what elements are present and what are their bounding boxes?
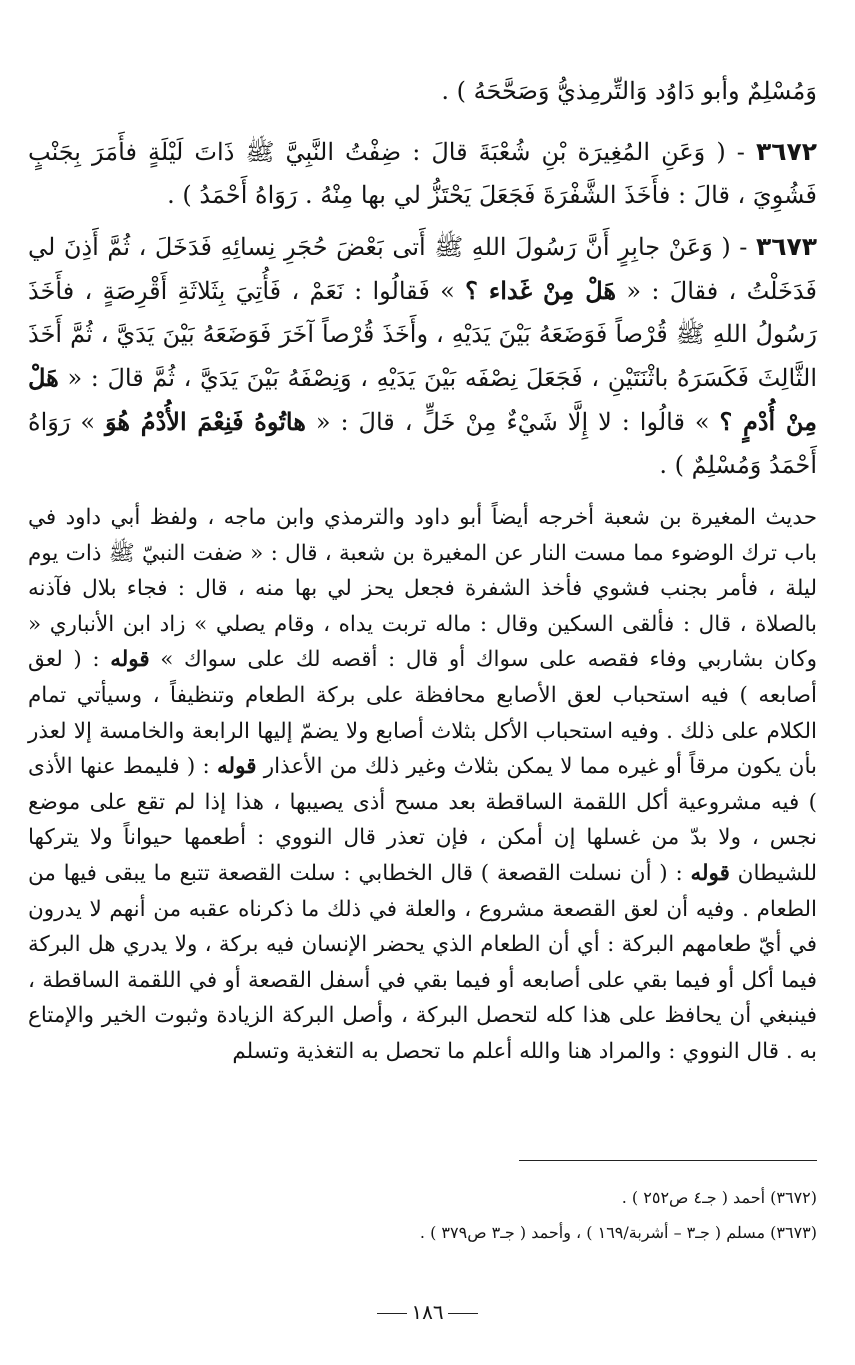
footnotes (200, 1180, 817, 1250)
continuation-text: وَمُسْلِمٌ وأبو دَاوُد وَالتِّرمِذيُّ وَصَحَّحَهُ ) . (441, 77, 817, 105)
hadith-text: » فَقالُوا : نَعَمْ ، فَأُتِيَ بِثَلاثَةِ أَقْرِصَةٍ ، فأَخَذَ رَسُولُ اللهِ ﷺ قُرْصاً فَوَضَعَهُ بَيْنَ يَدَيْهِ ، وأَخَذَ قُرْصاً آخَرَ فَوَضَعَهُ بَيْنَ يَدَيَّ ، ثُمَّ أَخَذَ الثَّالِثَ فَكَسَرَهُ باثْنَتَيْنِ ، فَجَعَلَ نِصْفَه بَيْنَ يَدَيْهِ ، وَنِصْفَهُ بَيْنَ يَدَيَّ ، ثُمَّ قالَ : « (28, 277, 818, 392)
footnote: (٣٦٧٣) مسلم ( جـ٣ – أشربة/١٦٩ ) ، وأحمد ( جـ٣ ص٣٧٩ ) . (419, 1223, 817, 1242)
qawluhu-marker: قوله (690, 860, 730, 886)
footnote-divider (519, 1160, 817, 1161)
prophet-quote: هَلْ مِنْ أُدْمٍ ؟ (28, 363, 817, 436)
hadith-number: ٣٦٧٣ (755, 232, 817, 261)
page-number (0, 1300, 855, 1324)
hadith-text: » قالُوا : لا إِلَّا شَيْءٌ مِنْ خَلٍّ ، قالَ : « (305, 408, 720, 436)
commentary-text: : ( أن نسلت القصعة ) قال الخطابي : سلت القصعة تتبع ما يبقى فيها من الطعام . وفيه أن لعق القصعة مشروع ، والعلة في ذلك ما ذكرناه عقبه من أنهم لا يدرون في أيّ طعامهم البركة : أي أن الطعام الذي يحضر الإنسان فيه بركة ، ولا يدري هل البركة فيما أكل أو فيما بقي على أصابعه أو فيما بقي في أسفل القصعة أو في اللقمة الساقطة ، فينبغي أن يحافظ على هذا كله لتحصل البركة ، وأصل البركة الزيادة وثبوت الخير والإمتاع به . قال النووي : والمراد هنا والله أعلم ما تحصل به التغذية وتسلم (28, 860, 817, 1064)
prophet-quote: هاتُوهُ فَنِعْمَ الأُدْمُ هُوَ (105, 407, 306, 436)
hadith-text: - ( وَعَنْ جابِرٍ أَنَّ رَسُولَ اللهِ ﷺ أَتى بَعْضَ حُجَرِ نِسائِهِ فَدَخَلَ ، ثُمَّ أَذِنَ لي فَدَخَلْتُ ، فقالَ : « (28, 233, 817, 305)
commentary-text: : ( فليمط عنها الأذى ) فيه مشروعية أكل اللقمة الساقطة بعد مسح أذى يصيبها ، هذا إذا لم تقع على موضع نجس ، ولا بدّ من غسلها إن أمكن ، فإن تعذر قال النووي : أطعمها حيواناً ولا يتركها للشيطان (28, 754, 817, 886)
commentary-text: حديث المغيرة بن شعبة أخرجه أيضاً أبو داود والترمذي وابن ماجه ، ولفظ أبي داود في باب ترك الوضوء مما مست النار عن المغيرة بن شعبة ، قال : « ضفت النبيّ ﷺ ذات يوم ليلة ، فأمر بجنب فشوي فأخذ الشفرة فجعل يحز لي بها منه ، قال : فجاء بلال فآذنه بالصلاة ، قال : فألقى السكين وقال : ماله تربت يداه ، وقام يصلي » زاد ابن الأنباري « وكان بشاربي وفاء فقصه على سواك أو قال : أقصه لك على سواك » (28, 505, 817, 673)
hadith-continuation (28, 70, 817, 113)
hadith-number: ٣٦٧٢ (755, 137, 817, 166)
qawluhu-marker: قوله (110, 647, 150, 673)
page-number-value: ١٨٦ (411, 1300, 444, 1324)
commentary (28, 500, 817, 1070)
hadith-3673 (28, 225, 817, 487)
footnote: (٣٦٧٢) أحمد ( جـ٤ ص٢٥٢ ) . (621, 1188, 817, 1207)
page-number-dash (448, 1313, 478, 1314)
commentary-text: : ( لعق أصابعه ) فيه استحباب لعق الأصابع محافظة على بركة الطعام وتنظيفاً ، وسيأتي تمام الكلام على ذلك . وفيه استحباب الأكل بثلاث أصابع ولا يضمّ إليها الرابعة والخامسة إلا لعذر بأن يكون مرقاً أو غيره مما لا يمكن بثلاث وغير ذلك من الأعذار (28, 647, 817, 780)
qawluhu-marker: قوله (217, 754, 257, 780)
hadith-3672 (28, 130, 817, 217)
hadith-text: » رَوَاهُ أَحْمَدُ وَمُسْلِمٌ ) . (28, 408, 817, 479)
prophet-quote: هَلْ مِنْ غَداء ؟ (465, 276, 617, 305)
hadith-text: - ( وَعَنِ المُغِيرَة بْنِ شُعْبَةَ قالَ : ضِفْتُ النَّبِيَّ ﷺ ذَاتَ لَيْلَةٍ فأَمَرَ بِجَنْبٍ فَشُوِيَ ، قالَ : فأَخَذَ الشَّفْرَةَ فَجَعَلَ يَحْتَزُّ لي بها مِنْهُ . رَوَاهُ أَحْمَدُ ) . (28, 138, 817, 209)
page-number-dash (377, 1313, 407, 1314)
